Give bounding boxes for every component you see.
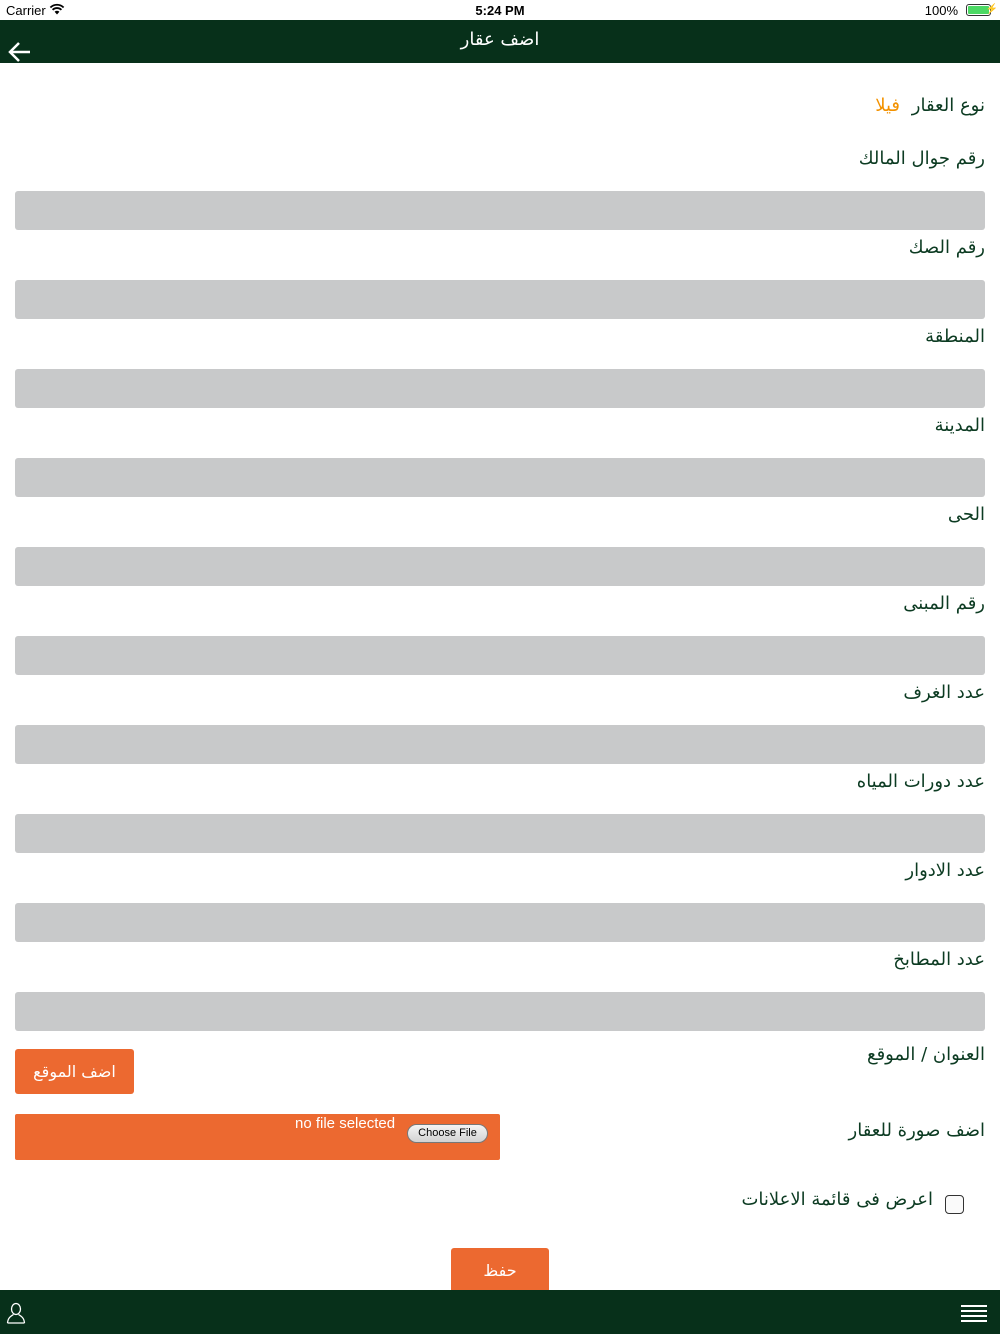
building-number-label: رقم المبنى [903,593,985,614]
rooms-count-input[interactable] [15,725,985,764]
building-number-input[interactable] [15,636,985,675]
file-upload-box[interactable] [15,1114,500,1160]
show-in-ads-row [741,1185,964,1214]
bathrooms-count-label: عدد دورات المياه [856,771,985,792]
hamburger-menu-icon[interactable] [961,1305,987,1323]
city-label: المدينة [934,415,985,436]
show-in-ads-checkbox[interactable] [945,1195,964,1214]
carrier-label: Carrier [6,3,46,18]
save-button[interactable]: حفظ [451,1248,549,1293]
wifi-icon [49,3,65,15]
property-type-row [875,95,985,116]
clock: 5:24 PM [475,3,525,18]
add-location-button[interactable]: اضف الموقع [15,1049,134,1094]
city-input[interactable] [15,458,985,497]
address-location-label: العنوان / الموقع [866,1044,985,1065]
owner-mobile-label: رقم جوال المالك [858,148,985,169]
floors-count-input[interactable] [15,903,985,942]
user-icon[interactable] [6,1302,26,1324]
region-label: المنطقة [925,326,985,347]
district-input[interactable] [15,547,985,586]
owner-mobile-input[interactable] [15,191,985,230]
property-type-label: نوع العقار [911,95,985,116]
bottom-bar [0,1290,1000,1334]
status-bar [0,0,1000,20]
bathrooms-count-input[interactable] [15,814,985,853]
battery-percentage: 100% [924,3,958,18]
deed-number-label: رقم الصك [908,237,985,258]
region-input[interactable] [15,369,985,408]
app-header [0,20,1000,63]
district-label: الحى [947,504,985,525]
charging-bolt-icon: ⚡ [985,4,998,15]
floors-count-label: عدد الادوار [905,860,985,881]
property-image-label: اضف صورة للعقار [848,1120,985,1141]
file-status-text: no file selected [295,1115,396,1132]
property-type-value[interactable]: فيلا [875,95,901,116]
kitchens-count-label: عدد المطابخ [893,949,985,970]
show-in-ads-label: اعرض فى قائمة الاعلانات [741,1189,933,1210]
kitchens-count-input[interactable] [15,992,985,1031]
rooms-count-label: عدد الغرف [903,682,985,703]
page-title: اضف عقار [460,29,540,50]
deed-number-input[interactable] [15,280,985,319]
choose-file-button[interactable]: Choose File [407,1124,488,1143]
